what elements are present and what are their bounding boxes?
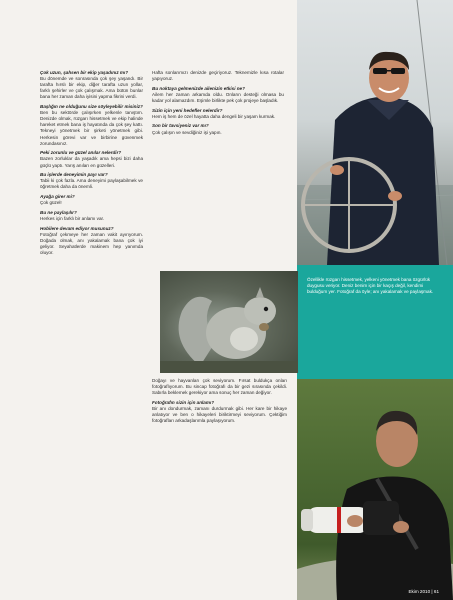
mid-top-answer: Ailem her zaman arkamda oldu. Onların desteği olmasa bu kadar yol alamazdım. Eşimle birlikte pek çok projeye başladık. — [152, 91, 284, 103]
left-question: Bu ne paylaşılır? — [40, 209, 77, 215]
left-answer: Bazen zorluklar da yaşadık ama hepsi bizi daha güçlü yaptı. Yarış anıları en güzelleri. — [40, 156, 143, 168]
page-number: Ekim 2010 | 61 — [408, 589, 439, 594]
mid-bottom-answer: Bir anı dondurmak, zamanı durdurmak gibi. Her kare bir hikaye anlatıyor ve ben o hikayeleri biriktirmeyi seviyorum. Çektiğim fotoğrafları arkadaşlarımla paylaşıyorum. — [152, 405, 287, 424]
photographer-photo — [297, 379, 453, 600]
middle-bottom-text-column — [152, 378, 287, 428]
left-question: Çok uzun, şahsen bir ekip yaşadınız mı? — [40, 70, 129, 75]
mid-top-answer: Hafta sonlarımızı denizde geçiriyoruz. Teknemizle kısa rotalar yapıyoruz. — [152, 70, 284, 82]
left-answer: Fotoğraf çekmeye her zaman vakit ayırıyorum. Doğada olmak, anı yakalamak bana çok iyi geliyor. Seyahatlerde makinem hep yanımda oluyor. — [40, 231, 143, 255]
left-question: Peki zorunlu ve güzel anılar nelerdir? — [40, 150, 122, 156]
middle-top-text-column — [152, 70, 284, 139]
pull-quote-box — [297, 265, 453, 379]
left-answer: Herkes için farklı bir anlamı var. — [40, 215, 105, 221]
mid-top-answer: Çok çalışın ve sevdiğiniz işi yapın. — [152, 129, 222, 135]
left-answer: Tabii ki çok fazla. Ama deneyimi paylaşabilmek ve öğretmek daha da önemli. — [40, 178, 143, 190]
squirrel-illustration — [160, 271, 298, 373]
sailor-photo — [297, 0, 453, 265]
left-answer: Çok güzel! — [40, 200, 62, 206]
mid-top-question: Sizin için yeni hedefler nelerdir? — [152, 107, 223, 113]
photographer-illustration — [297, 379, 453, 600]
mid-top-answer: Hem iş hem de özel hayatta daha dengeli bir yaşam kurmak. — [152, 113, 276, 119]
mid-bottom-question: Fotoğrafın sizin için anlamı? — [152, 399, 215, 405]
sailor-illustration — [297, 0, 453, 265]
left-question: Hobilere devam ediyor musunuz? — [40, 225, 114, 231]
mid-top-question: Son bir tavsiyeniz var mı? — [152, 123, 209, 129]
left-answer: Ben bu sektörde çalışırken yelkenle tanıştım. Denizde olmak, rüzgarı hissetmek ve ekip halinde hareket etmek bana iş hayatında da çok şey kattı. Tekneyi yönetmek bir şirketi yönetmek gibi. Herkesin görevi var ve birbirine güvenmek zorundasınız. — [40, 110, 143, 146]
left-question: Başlığın ne olduğunu size söyleyebilir misiniz? — [40, 104, 143, 110]
pull-quote-text: Özellikle rüzgarı hissetmek, yelkeni yönetmek bana özgürlük duygusu veriyor. Deniz benim için bir kaçış değil, kendimi bulduğum yer. Fotoğraf da öyle; anı yakalamak ve paylaşmak. — [307, 277, 434, 295]
left-text-column — [40, 70, 143, 260]
mid-top-question: Bu noktaya gelmenizde ailenizin etkisi ne? — [152, 85, 245, 91]
squirrel-photo — [160, 271, 298, 373]
mid-bottom-answer: Doğayı ve hayvanları çok seviyorum. Fırsat buldukça onları fotoğraflıyorum. Bu sincap fotoğrafı da bir gezi sırasında çekildi. Sabırla beklemek gerekiyor ama sonuç her zaman değiyor. — [152, 378, 287, 396]
left-question: Bu işlerde deneyimin payı var? — [40, 172, 108, 178]
left-question: Ayağa girer mi? — [40, 194, 75, 200]
left-answer: Bu dönemde ve sonrasında çok şey yaşandı. Bir tarafta hırslı bir ekip, diğer tarafta uzun yollar, farklı şehirler ve çok çalışmak. Ama bütün bunlar bana her zaman daha iyisini yapma fikrini verdi. — [40, 76, 143, 100]
